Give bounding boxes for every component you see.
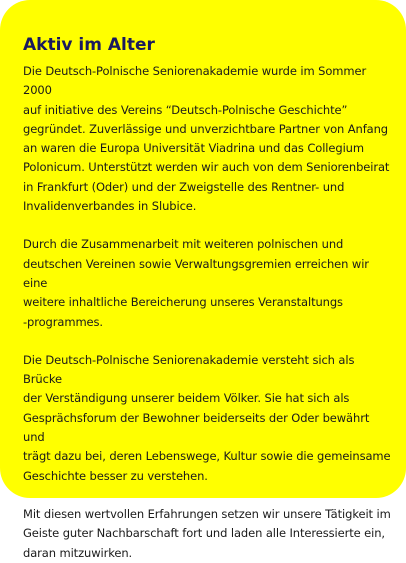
card-title: Aktiv im Alter	[23, 35, 155, 55]
paragraph-invitation: Mit diesen wertvollen Erfahrungen setzen wir unsere Tätigkeit im Geiste guter Nachbarschaft fort und laden alle Interessierte ein, daran mitzuwirken.	[23, 506, 391, 560]
paragraph-bridge: Die Deutsch-Polnische Seniorenakademie versteht sich als Brücke der Verständigung unserer beidem Völker. Sie hat sich als Gesprächsforum der Bewohner beiderseits der Oder bewährt und trägt dazu bei, deren Lebenswege, Kultur sowie die gemeinsame Geschichte besser zu verstehen.	[23, 352, 391, 483]
paragraph-cooperation: Durch die Zusammenarbeit mit weiteren polnischen und deutschen Vereinen sowie Verwaltungsgremien erreichen wir eine weitere inhaltliche Bereicherung unseres Veranstaltungs -programmes.	[23, 237, 369, 329]
paragraph-founding: Die Deutsch-Polnische Seniorenakademie wurde im Sommer 2000 auf initiative des Vereins “Deutsch-Polnische Geschichte” gegründet. Zuverlässige und unverzichtbare Partner von Anfang an waren die Europa Universität Viadrina und das Collegium Polonicum. Unterstützt werden wir auch von dem Seniorenbeirat in Frankfurt (Oder) und der Zweigstelle des Rentner- und Invalidenverbandes in Slubice.	[23, 64, 390, 214]
